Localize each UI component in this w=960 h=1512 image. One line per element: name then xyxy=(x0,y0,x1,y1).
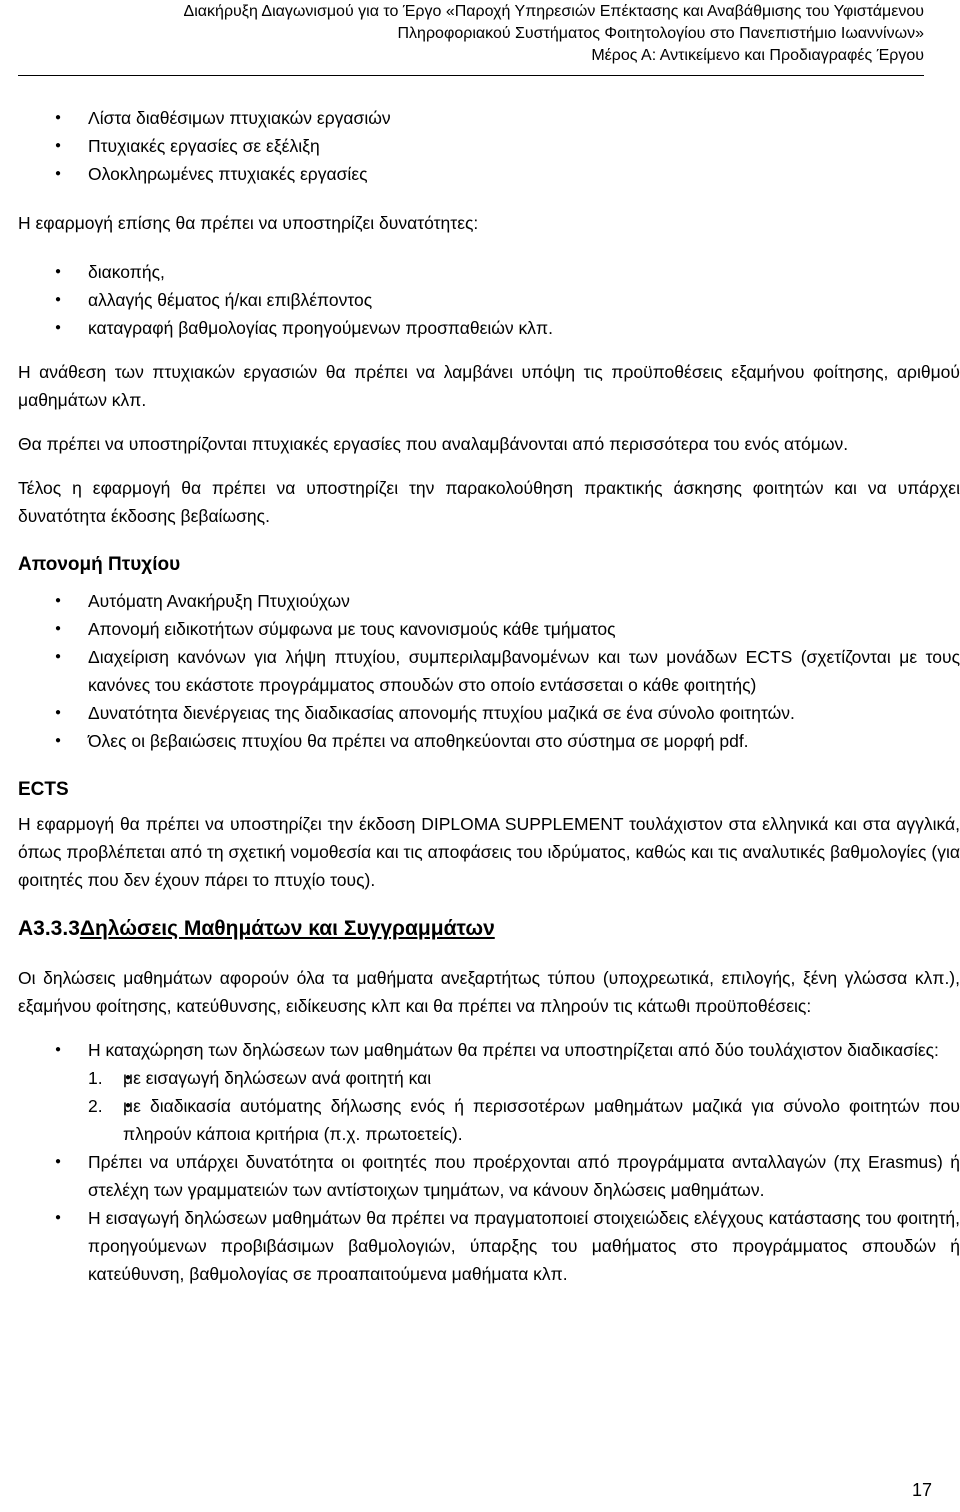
list-item: ● καταγραφή βαθμολογίας προηγούμενων προσπαθειών κλπ. xyxy=(18,314,960,342)
list-item: ● Η εισαγωγή δηλώσεων μαθημάτων θα πρέπει να πραγματοποιεί στοιχειώδεις ελέγχους κατάστασης του φοιτητή, προηγούμενων προβιβάσιμων βαθμολογιών, ύπαρξης του μαθήματος στο προγράμματος σπουδών ή κατεύθυνση, βαθμολογίας σε προαπαιτούμενα μαθήματα κλπ. xyxy=(18,1204,960,1288)
procedures-list xyxy=(88,1064,960,1148)
sub-list-item xyxy=(88,1092,960,1148)
paragraph-assignment: Η ανάθεση των πτυχιακών εργασιών θα πρέπει να λαμβάνει υπόψη τις προϋποθέσεις εξαμήνου φοίτησης, αριθμού μαθημάτων κλπ. xyxy=(18,362,960,410)
document-body xyxy=(18,104,960,1288)
list-item: ● Αυτόματη Ανακήρυξη Πτυχιούχων xyxy=(18,587,960,615)
sub-list-item xyxy=(88,1064,960,1092)
sub-list-text: με διαδικασία αυτόματης δήλωσης ενός ή περισσοτέρων μαθημάτων μαζικά για σύνολο φοιτητών που πληρούν κάποια κριτήρια (π.χ. πρωτοετείς). xyxy=(123,1096,960,1144)
sub-list-number: ● 1. xyxy=(88,1068,103,1088)
header-divider xyxy=(18,75,924,76)
thesis-list xyxy=(18,104,960,188)
degree-list xyxy=(18,587,960,755)
paragraph-multiple-students: Θα πρέπει να υποστηρίζονται πτυχιακές εργασίες που αναλαμβάνονται από περισσότερα του ενός ατόμων. xyxy=(18,434,849,454)
list-item: ● αλλαγής θέματος ή/και επιβλέποντος xyxy=(18,286,960,314)
list-item: ● Όλες οι βεβαιώσεις πτυχίου θα πρέπει να αποθηκεύονται στο σύστημα σε μορφή pdf. xyxy=(18,727,960,755)
section-title-ects: ECTS xyxy=(18,779,69,800)
header-line-3: Μέρος Α: Αντικείμενο και Προδιαγραφές Έργου xyxy=(591,47,924,64)
list-item: ● Πτυχιακές εργασίες σε εξέλιξη xyxy=(18,132,960,160)
declarations-list xyxy=(18,1036,960,1288)
header-line-1: Διακήρυξη Διαγωνισμού για το Έργο «Παροχή Υπηρεσιών Επέκτασης και Αναβάθμισης του Υφιστάμενου xyxy=(183,3,924,20)
paragraph-declarations-intro: Οι δηλώσεις μαθημάτων αφορούν όλα τα μαθήματα ανεξαρτήτως τύπου (υποχρεωτικά, επιλογής, ξένη γλώσσα κλπ.), εξαμήνου φοίτησης, κατεύθυνσης, ειδίκευσης κλπ και θα πρέπει να πληρούν τις κάτωθι προϋποθέσεις: xyxy=(18,968,960,1016)
list-item: ● Δυνατότητα διενέργειας της διαδικασίας απονομής πτυχίου μαζικά σε ένα σύνολο φοιτητών. xyxy=(18,699,960,727)
section-title-degree: Απονομή Πτυχίου xyxy=(18,554,181,575)
list-item-text: Η καταχώρηση των δηλώσεων των μαθημάτων θα πρέπει να υποστηρίζεται από δύο τουλάχιστον διαδικασίες: xyxy=(88,1040,939,1060)
list-item: ● Λίστα διαθέσιμων πτυχιακών εργασιών xyxy=(18,104,960,132)
list-item: ● Διαχείριση κανόνων για λήψη πτυχίου, συμπεριλαμβανομένων και των μονάδων ECTS (σχετίζονται με τους κανόνες του εκάστοτε προγράμματος σπουδών στο οποίο εντάσσεται ο κάθε φοιτητής) xyxy=(18,643,960,699)
header-line-2: Πληροφοριακού Συστήματος Φοιτητολογίου στο Πανεπιστήμιο Ιωαννίνων» xyxy=(397,25,924,42)
list-item xyxy=(18,1036,960,1148)
paragraph-support: Η εφαρμογή επίσης θα πρέπει να υποστηρίζει δυνατότητες: xyxy=(18,213,479,233)
capabilities-list xyxy=(18,258,960,342)
sub-list-number: ● 2. xyxy=(88,1096,103,1116)
paragraph-practice: Τέλος η εφαρμογή θα πρέπει να υποστηρίζει την παρακολούθηση πρακτικής άσκησης φοιτητών και να υπάρχει δυνατότητα έκδοσης βεβαίωσης. xyxy=(18,478,960,526)
paragraph-ects: Η εφαρμογή θα πρέπει να υποστηρίζει την έκδοση DIPLOMA SUPPLEMENT τουλάχιστον στα ελληνικά και στα αγγλικά, όπως προβλέπεται από τη σχετική νομοθεσία και τις αποφάσεις του ιδρύματος, καθώς και τις αναλυτικές βαθμολογίες (για φοιτητές που δεν έχουν πάρει το πτυχίο τους). xyxy=(18,814,960,890)
sub-list-text: με εισαγωγή δηλώσεων ανά φοιτητή και xyxy=(123,1068,432,1088)
list-item: ● διακοπής, xyxy=(18,258,960,286)
section-heading-title: Δηλώσεις Μαθημάτων και Συγγραμμάτων xyxy=(79,917,495,940)
list-item: ● Απονομή ειδικοτήτων σύμφωνα με τους κανονισμούς κάθε τμήματος xyxy=(18,615,960,643)
page-number: 17 xyxy=(911,1480,932,1500)
section-number: Α3.3.3 xyxy=(18,917,80,940)
list-item: ● Ολοκληρωμένες πτυχιακές εργασίες xyxy=(18,160,960,188)
section-heading-a333 xyxy=(18,915,960,943)
page-header xyxy=(184,1,924,67)
list-item: ● Πρέπει να υπάρχει δυνατότητα οι φοιτητές που προέρχονται από προγράμματα ανταλλαγών (πχ Erasmus) ή στελέχη των γραμματειών των αντίστοιχων τμημάτων, να κάνουν δηλώσεις μαθημάτων. xyxy=(18,1148,960,1204)
